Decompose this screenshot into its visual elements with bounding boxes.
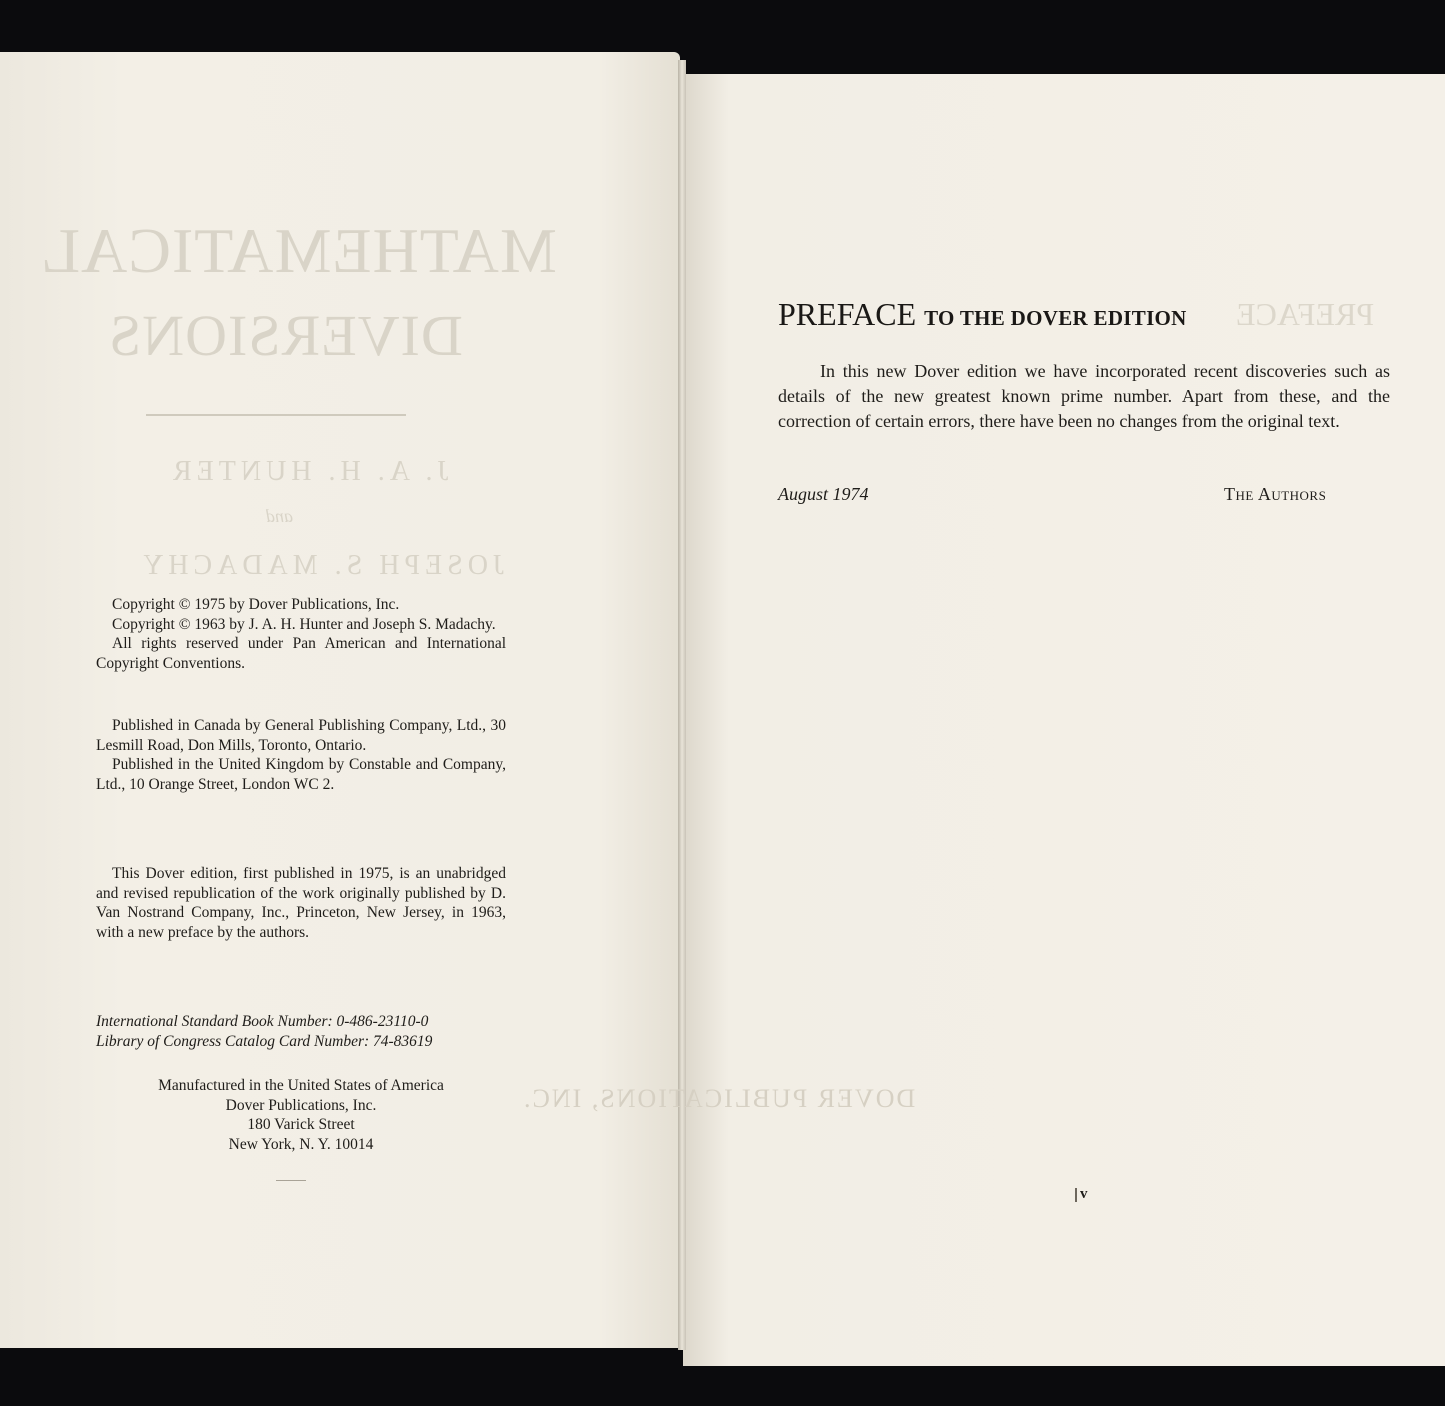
showthrough-rule bbox=[146, 414, 406, 416]
manufactured-line-4: New York, N. Y. 10014 bbox=[228, 1135, 374, 1153]
manufactured-line-2: Dover Publications, Inc. bbox=[225, 1096, 377, 1114]
showthrough-author2: JOSEPH S. MADACHY bbox=[138, 550, 504, 581]
dover-edition-note: This Dover edition, first published in 1975, is an unabridged and revised republication of the work originally published by D. Van Nostrand Company, Inc., Princeton, New Jersey, in 1963, with a new preface by the authors. bbox=[96, 865, 506, 941]
showthrough-publisher: DOVER PUBLICATIONS, INC. bbox=[522, 1084, 916, 1113]
preface-title-sub: TO THE DOVER EDITION bbox=[924, 306, 1187, 330]
published-uk: Published in the United Kingdom by Constable and Company, Ltd., 10 Orange Street, London WC 2. bbox=[96, 756, 506, 793]
published-canada: Published in Canada by General Publishing Company, Ltd., 30 Lesmill Road, Don Mills, Toronto, Ontario. bbox=[96, 717, 506, 754]
isbn-block bbox=[96, 1012, 506, 1051]
showthrough-author1: J. A. H. HUNTER bbox=[168, 456, 449, 487]
manufactured-block bbox=[96, 1076, 506, 1154]
manufactured-line-3: 180 Varick Street bbox=[247, 1116, 355, 1133]
showthrough-title-line2: DIVERSIONS bbox=[108, 303, 463, 368]
preface-title-main: PREFACE bbox=[778, 296, 917, 332]
preface-body: In this new Dover edition we have incorporated recent discoveries such as details of the new greatest known prime number. Apart from these, and the correction of certain errors, there have been no changes from the original text. bbox=[778, 361, 1390, 431]
right-page bbox=[683, 74, 1445, 1366]
showthrough-preface-title: PREFACE bbox=[1236, 296, 1375, 332]
page-number: v bbox=[1080, 1186, 1088, 1202]
showthrough-and: and bbox=[266, 506, 293, 526]
book-gutter bbox=[678, 60, 686, 1350]
manufactured-line-1: Manufactured in the United States of America bbox=[158, 1077, 444, 1094]
preface-signature: The Authors bbox=[1224, 484, 1327, 504]
page-number-mark bbox=[1075, 1188, 1077, 1202]
showthrough-title-line1: MATHEMATICAL bbox=[40, 215, 557, 286]
isbn: International Standard Book Number: 0-486-23110-0 bbox=[96, 1013, 429, 1030]
dover-edition-block bbox=[96, 864, 506, 942]
decorative-rule bbox=[276, 1180, 306, 1181]
copyright-line-1: Copyright © 1975 by Dover Publications, Inc. bbox=[112, 596, 400, 613]
copyright-block bbox=[96, 595, 506, 673]
published-block bbox=[96, 716, 506, 794]
copyright-line-2: Copyright © 1963 by J. A. H. Hunter and Joseph S. Madachy. bbox=[112, 615, 496, 633]
copyright-line-3: All rights reserved under Pan American and International Copyright Conventions. bbox=[96, 635, 506, 672]
lccn: Library of Congress Catalog Card Number: 74-83619 bbox=[96, 1032, 433, 1050]
preface-date: August 1974 bbox=[778, 484, 869, 504]
preface-title bbox=[778, 296, 1187, 333]
